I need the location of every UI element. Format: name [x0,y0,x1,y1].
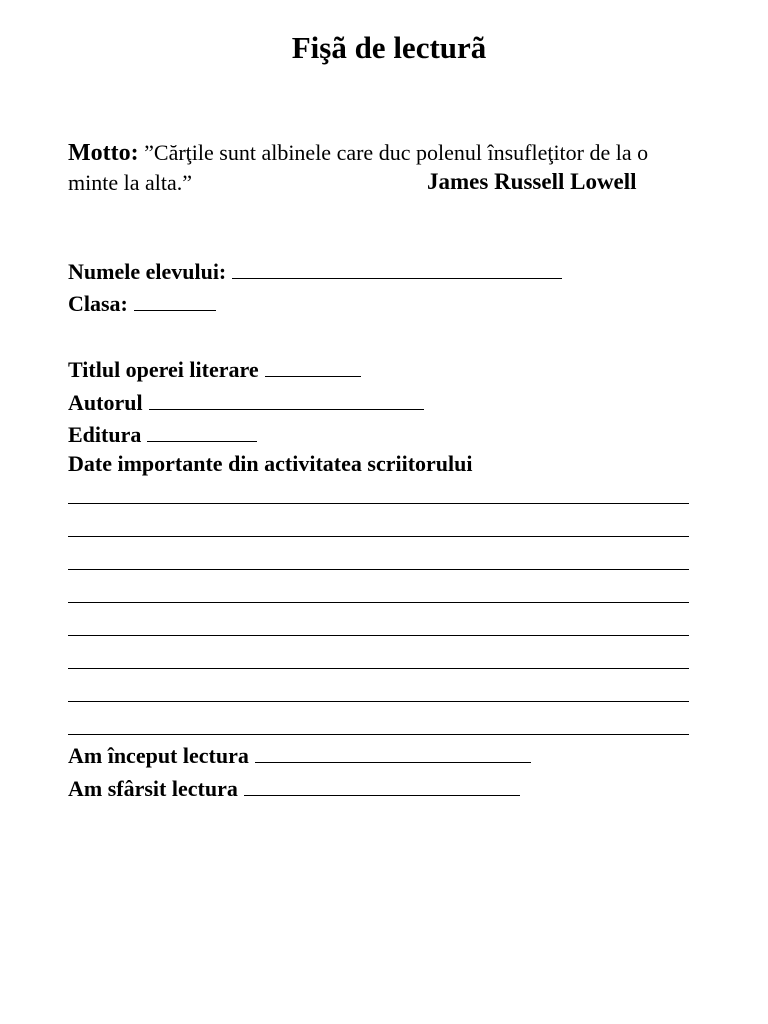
motto-author: James Russell Lowell [427,169,637,194]
page-title: Fişã de lecturã [291,30,487,65]
writing-line[interactable] [68,569,689,570]
important-dates-heading: Date importante din activitatea scriitorului [68,451,473,476]
class-blank[interactable] [134,290,216,311]
finished-reading-row [68,775,520,803]
publisher-blank[interactable] [147,421,257,442]
publisher-label: Editura [68,422,142,447]
author-label: Autorul [68,390,143,415]
writing-line[interactable] [68,635,689,636]
student-name-label: Numele elevului: [68,259,227,284]
motto-quote: ”Cărţile sunt albinele care duc polenul însufleţitor de la o minte la alta.” [68,140,649,195]
writing-line[interactable] [68,602,689,603]
writing-line[interactable] [68,536,689,537]
motto-block [68,138,688,197]
work-title-label: Titlul operei literare [68,357,259,382]
finished-reading-label: Am sfârsit lectura [68,776,238,801]
writing-line[interactable] [68,734,689,735]
writing-line[interactable] [68,668,689,669]
student-name-row [68,258,562,286]
student-name-blank[interactable] [232,258,562,279]
publisher-row [68,421,257,449]
work-title-blank[interactable] [265,356,361,377]
class-label: Clasa: [68,291,128,316]
writing-line[interactable] [68,701,689,702]
work-title-row [68,356,361,384]
started-reading-blank[interactable] [255,742,531,763]
author-row [68,389,424,417]
class-row [68,290,216,318]
motto-label: Motto: [68,140,139,166]
writing-line[interactable] [68,503,689,504]
finished-reading-blank[interactable] [244,775,520,796]
started-reading-row [68,742,531,770]
started-reading-label: Am început lectura [68,743,249,768]
author-blank[interactable] [149,389,424,410]
